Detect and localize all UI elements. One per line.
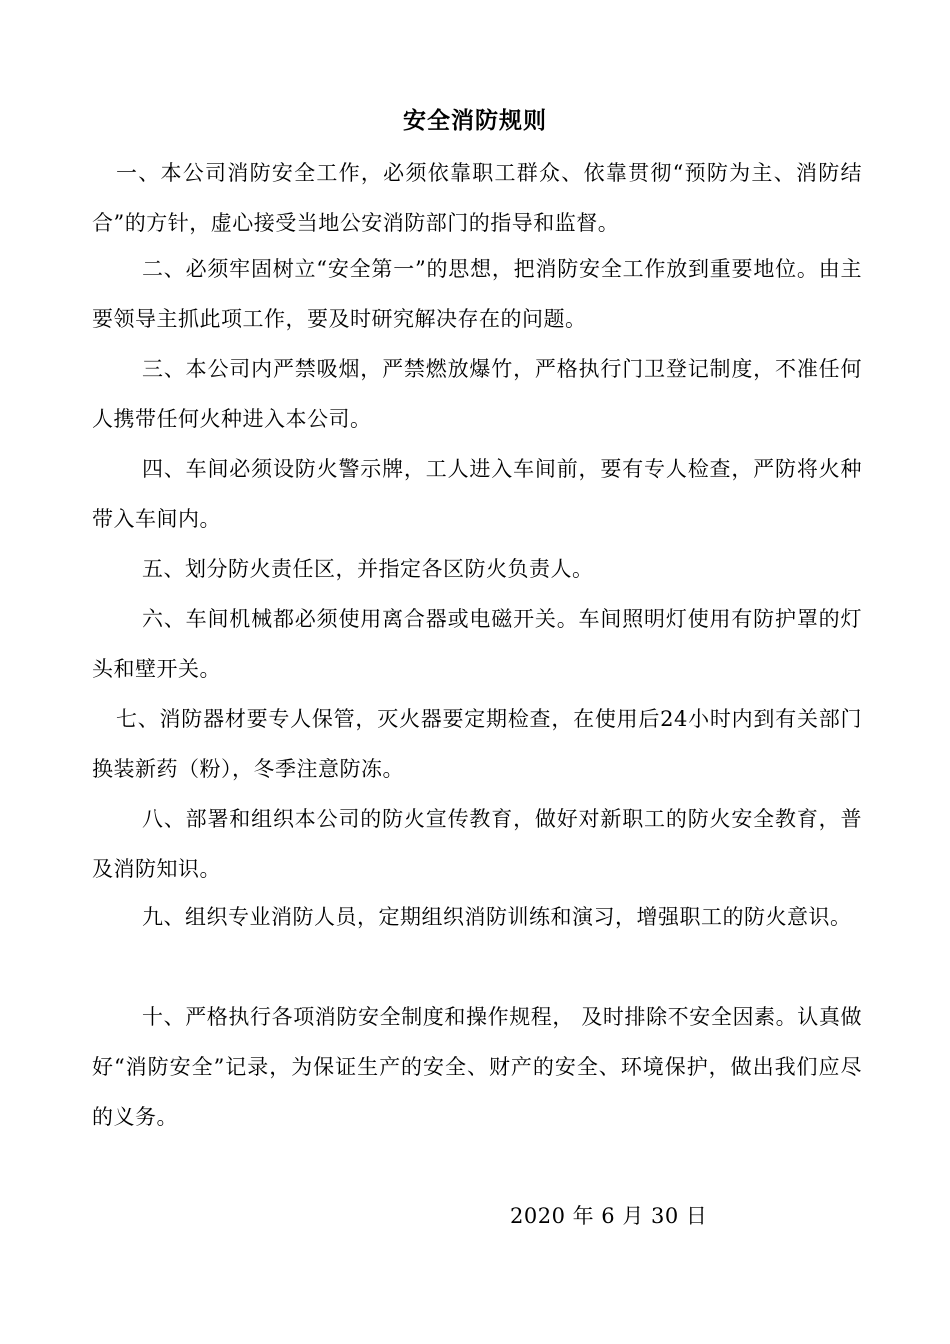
rule-paragraph-1: 一、本公司消防安全工作，必须依靠职工群众、依靠贯彻“预防为主、消防结合”的方针，虚心接受当地公安消防部门的指导和监督。: [92, 161, 862, 235]
rule-paragraph-7: 七、消防器材要专人保管，灭火器要定期检查，在使用后24小时内到有关部门换装新药（粉），冬季注意防冻。: [92, 707, 862, 781]
document-title: 安全消防规则: [403, 107, 547, 134]
rule-paragraph-2: 二、必须牢固树立“安全第一”的思想，把消防安全工作放到重要地位。由主要领导主抓此项工作，要及时研究解决存在的问题。: [92, 257, 862, 331]
rule-paragraph-6: 六、车间机械都必须使用离合器或电磁开关。车间照明灯使用有防护罩的灯头和壁开关。: [92, 607, 862, 681]
rule-paragraph-8: 八、部署和组织本公司的防火宣传教育，做好对新职工的防火安全教育，普及消防知识。: [92, 807, 862, 881]
rule-paragraph-4: 四、车间必须设防火警示牌，工人进入车间前，要有专人检查，严防将火种带入车间内。: [92, 457, 862, 531]
rule-paragraph-3: 三、本公司内严禁吸烟，严禁燃放爆竹，严格执行门卫登记制度，不准任何人携带任何火种进入本公司。: [92, 357, 862, 431]
document-date: 2020 年 6 月 30 日: [510, 1204, 708, 1228]
rule-paragraph-10: 十、严格执行各项消防安全制度和操作规程， 及时排除不安全因素。认真做好“消防安全”记录，为保证生产的安全、财产的安全、环境保护，做出我们应尽的义务。: [92, 1005, 862, 1129]
rule-paragraph-5: 五、划分防火责任区，并指定各区防火负责人。: [142, 557, 594, 581]
rule-paragraph-9: 九、组织专业消防人员，定期组织消防训练和演习，增强职工的防火意识。: [142, 905, 852, 929]
